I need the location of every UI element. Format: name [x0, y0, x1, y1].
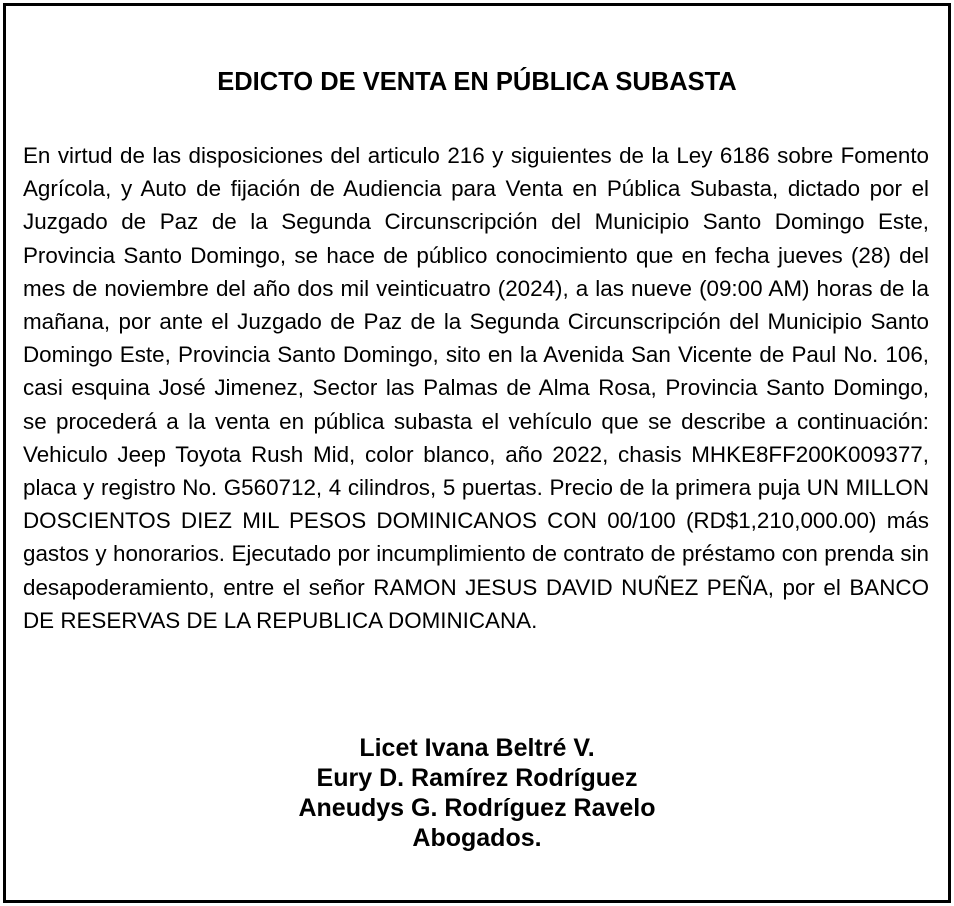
edict-frame: [3, 3, 951, 903]
signatory-name: Licet Ivana Beltré V.: [359, 734, 595, 762]
signatory-name: Aneudys G. Rodríguez Ravelo: [298, 794, 656, 822]
edict-title: EDICTO DE VENTA EN PÚBLICA SUBASTA: [217, 68, 737, 96]
signatory-name: Eury D. Ramírez Rodríguez: [316, 764, 638, 792]
signatory-role: Abogados.: [412, 824, 542, 852]
edict-body: En virtud de las disposiciones del articulo 216 y siguientes de la Ley 6186 sobre Fomento Agrícola, y Auto de fijación de Audiencia para Venta en Pública Subasta, dictado por el Juzgado de Paz de la Segunda Circunscripción del Municipio Santo Domingo Este, Provincia Santo Domingo, se hace de público conocimiento que en fecha jueves (28) del mes de noviembre del año dos mil veinticuatro (2024), a las nueve (09:00 AM) horas de la mañana, por ante el Juzgado de Paz de la Segunda Circunscripción del Municipio Santo Domingo Este, Provincia Santo Domingo, sito en la Avenida San Vicente de Paul No. 106, casi esquina José Jimenez, Sector las Palmas de Alma Rosa, Provincia Santo Domingo, se procederá a la venta en pública subasta el vehículo que se describe a continuación: Vehiculo Jeep Toyota Rush Mid, color blanco, año 2022, chasis MHKE8FF200K009377, placa y registro No. G560712, 4 cilindros, 5 puertas. Precio de la primera puja UN MILLON DOSCIENTOS DIEZ MIL PESOS DOMINICANOS CON 00/100 (RD$1,210,000.00) más gastos y honorarios. Ejecutado por incumplimiento de contrato de préstamo con prenda sin desapoderamiento, entre el señor RAMON JESUS DAVID NUÑEZ PEÑA, por el BANCO DE RESERVAS DE LA REPUBLICA DOMINICANA.: [23, 143, 929, 633]
signature-block: [6, 733, 948, 853]
